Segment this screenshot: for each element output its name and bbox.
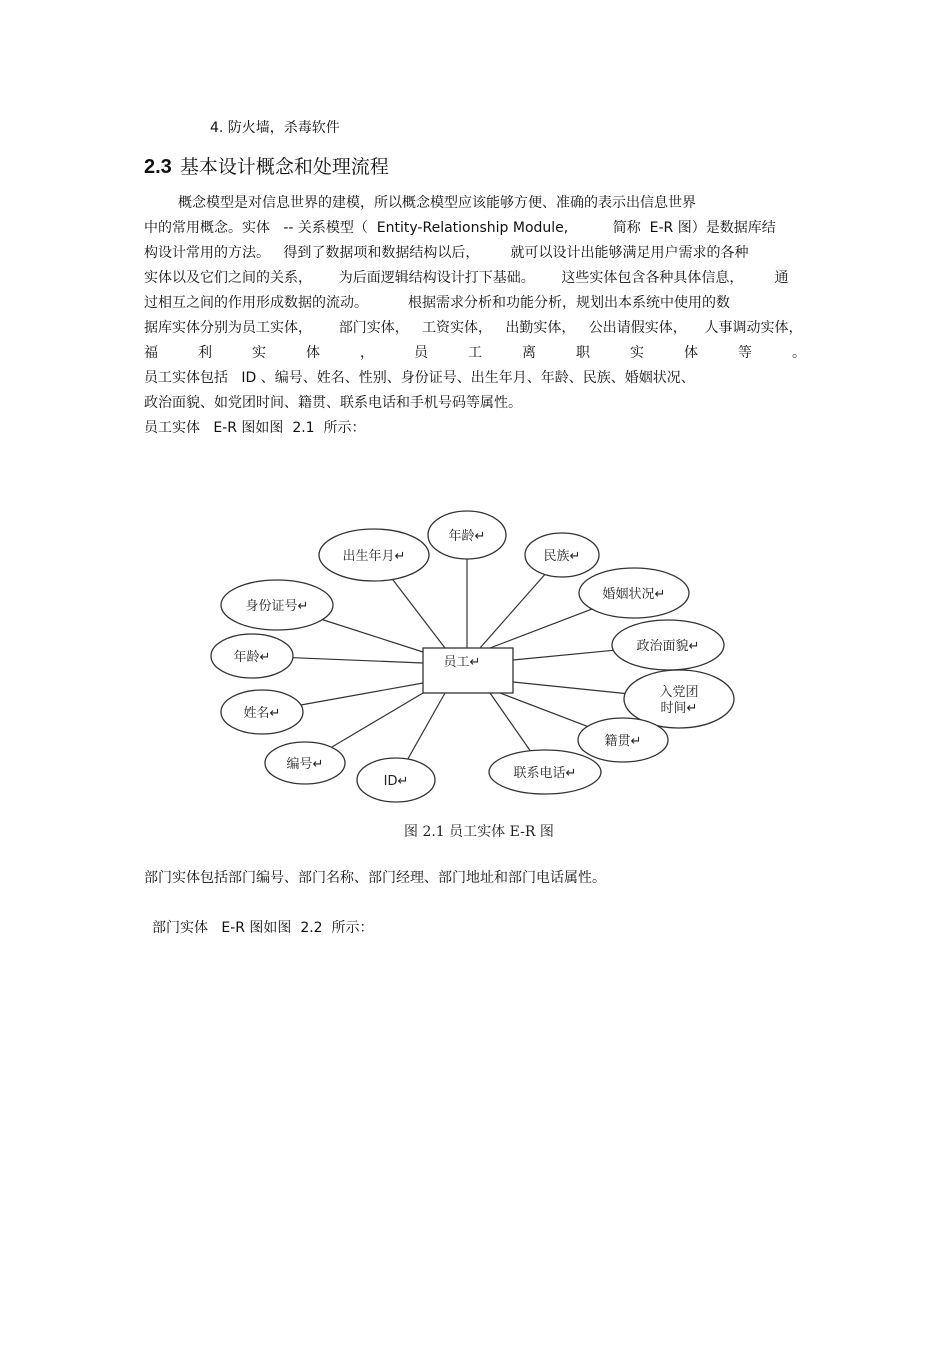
justified-word: 实 xyxy=(630,345,644,361)
paragraph-line: 过相互之间的作用形成数据的流动。 根据需求分析和功能分析，规划出本系统中使用的数 xyxy=(144,295,731,311)
justified-word: 职 xyxy=(576,345,590,361)
paragraph-line: 政治面貌、如党团时间、籍贯、联系电话和手机号码等属性。 xyxy=(144,395,522,411)
justified-word: 福 xyxy=(144,345,158,361)
justified-word: 实 xyxy=(252,345,266,361)
dept-attributes-text: 部门实体包括部门编号、部门名称、部门经理、部门地址和部门电话属性。 xyxy=(144,870,606,886)
er-connector xyxy=(322,620,423,652)
figure-reference: 员工实体 E-R 图如图 2.1 所示： xyxy=(144,420,366,436)
paragraph-line: 概念模型是对信息世界的建模，所以概念模型应该能够方便、准确的表示出信息世界 xyxy=(178,195,696,211)
dept-figure-reference: 部门实体 E-R 图如图 2.2 所示： xyxy=(152,920,374,936)
justified-word: 离 xyxy=(522,345,536,361)
er-connector xyxy=(293,658,423,663)
er-connector xyxy=(480,574,545,648)
section-title: 基本设计概念和处理流程 xyxy=(179,156,389,178)
justified-word: 等 xyxy=(738,345,752,361)
paragraph-line: 中的常用概念。实体 -- 关系模型（ Entity-Relationship Module, 简称 E-R 图）是数据库结 xyxy=(144,220,776,236)
attribute-label-idcard: 身份证号↵ xyxy=(245,599,309,614)
list-item-firewall: 4. 防火墙，杀毒软件 xyxy=(210,120,340,136)
er-connector xyxy=(332,693,423,747)
er-connector xyxy=(408,693,445,759)
paragraph-line: 员工实体包括 ID 、编号、姓名、性别、身份证号、出生年月、年龄、民族、婚姻状况、 xyxy=(144,370,695,386)
paragraph-line: 构设计常用的方法。 得到了数据项和数据结构以后， 就可以设计出能够满足用户需求的各种 xyxy=(144,245,749,261)
figure-caption: 图 2.1 员工实体 E-R 图 xyxy=(404,824,554,840)
attribute-label-age-left: 年龄↵ xyxy=(233,650,271,665)
attribute-label-age-top: 年龄↵ xyxy=(448,529,486,544)
justified-word: 体 xyxy=(306,345,320,361)
justified-word: 利 xyxy=(198,345,212,361)
entity-label: 员工↵ xyxy=(443,655,481,670)
attribute-label-hometown: 籍贯↵ xyxy=(604,734,642,749)
attribute-label-idattr: ID↵ xyxy=(383,774,409,789)
er-connector xyxy=(500,693,588,726)
paragraph-line: 据库实体分别为员工实体， 部门实体， 工资实体， 出勤实体， 公出请假实体， 人事调动实体， xyxy=(144,320,803,336)
section-number: 2.3 xyxy=(144,156,172,178)
attribute-label-name: 姓名↵ xyxy=(243,706,281,721)
attribute-label-ethnicity: 民族↵ xyxy=(543,549,581,564)
attribute-label-birth: 出生年月↵ xyxy=(342,549,406,564)
er-connector xyxy=(513,682,625,693)
justified-word: 体 xyxy=(684,345,698,361)
justified-word: 工 xyxy=(468,345,482,361)
justified-word: 员 xyxy=(414,345,428,361)
er-connector xyxy=(513,650,613,660)
attribute-label-political: 政治面貌↵ xyxy=(636,639,700,654)
attribute-label-number: 编号↵ xyxy=(286,757,324,772)
attribute-label-phone: 联系电话↵ xyxy=(513,766,577,781)
justified-word: ， xyxy=(360,345,374,361)
attribute-label-party-join: 入党团时间↵ xyxy=(659,685,699,716)
er-connector xyxy=(393,579,445,648)
attribute-label-marital: 婚姻状况↵ xyxy=(602,587,666,602)
er-connector xyxy=(490,609,592,648)
er-connector xyxy=(301,683,423,705)
justified-word: 。 xyxy=(792,345,806,361)
paragraph-line: 实体以及它们之间的关系， 为后面逻辑结构设计打下基础。 这些实体包含各种具体信息， 通 xyxy=(144,270,789,286)
